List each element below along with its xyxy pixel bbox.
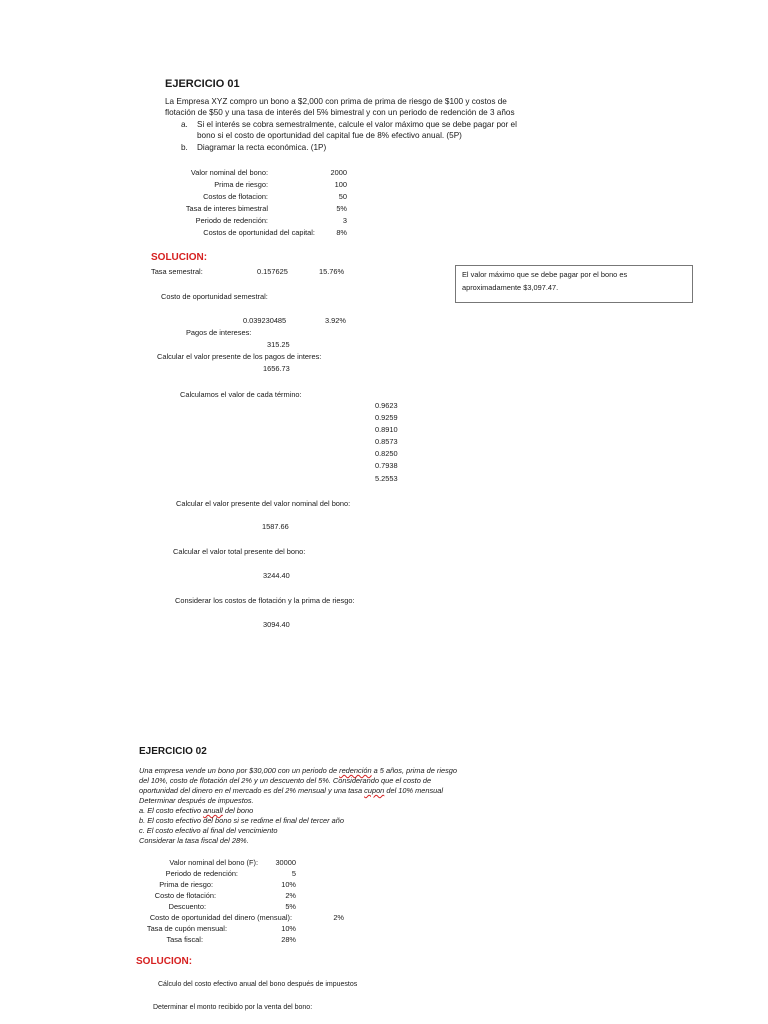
exercise-2-line-8: Considerar la tasa fiscal del 28%. <box>139 836 249 845</box>
data-value: 30000 <box>275 858 296 867</box>
data-value: 28% <box>281 935 296 944</box>
answer-line-1: El valor máximo que se debe pagar por el bono es <box>462 270 628 279</box>
text-segment: del bono <box>222 806 254 815</box>
data-label: Tasa de cupón mensual: <box>146 924 227 933</box>
exercise-1-statement-line-1: La Empresa XYZ compro un bono a $2,000 con prima de prima de riesgo de $100 y costos de <box>165 97 507 106</box>
data-label: Valor nominal del bono (F): <box>169 858 258 867</box>
vp-pagos-value: 1656.73 <box>263 364 290 373</box>
data-label: Prima de riesgo: <box>214 180 268 189</box>
termino-value: 5.2553 <box>375 474 398 483</box>
exercise-2-line-4: Determinar después de impuestos. <box>139 796 254 805</box>
pagos-value: 315.25 <box>267 340 290 349</box>
exercise-2-line-7: c. El costo efectivo al final del vencimiento <box>139 826 278 835</box>
data-value: 100 <box>334 180 347 189</box>
item-a-line-1: Si el interés se cobra semestralmente, calcule el valor máximo que se debe pagar por el <box>197 120 517 129</box>
exercise-2-line-2: del 10%, costo de flotación del 2% y un descuento del 5%. Considerando que el costo de <box>139 776 432 785</box>
text-segment: Una empresa vende un bono por $30,000 con un periodo de <box>139 766 340 775</box>
data-label: Periodo de redención: <box>195 216 268 225</box>
data-value: 2% <box>285 891 296 900</box>
termino-value: 0.8910 <box>375 425 398 434</box>
costo-oportunidad-percent: 3.92% <box>325 316 346 325</box>
data-label: Tasa de interes bimestral <box>185 204 268 213</box>
data-value: 5 <box>291 869 296 878</box>
termino-value: 0.9623 <box>375 401 398 410</box>
tasa-semestral-label: Tasa semestral: <box>151 267 203 276</box>
data-label: Tasa fiscal: <box>166 935 203 944</box>
termino-value: 0.8573 <box>375 437 398 446</box>
step-1-text: Cálculo del costo efectivo anual del bono después de impuestos <box>158 981 358 988</box>
data-value: 3 <box>342 216 347 225</box>
tasa-semestral-value: 0.157625 <box>257 267 288 276</box>
answer-box <box>455 265 693 303</box>
tasa-semestral-percent: 15.76% <box>319 267 345 276</box>
vp-nominal-value: 1587.66 <box>262 522 289 531</box>
text-segment: a. El costo efectivo <box>139 806 204 815</box>
vp-pagos-label: Calcular el valor presente de los pagos de interes: <box>157 352 322 361</box>
exercise-1-title: EJERCICIO 01 <box>165 78 240 90</box>
costo-oportunidad-label: Costo de oportunidad semestral: <box>161 292 268 301</box>
data-label: Costos de flotacion: <box>203 192 268 201</box>
exercise-1-statement-line-2: flotación de $50 y una tasa de interés del 5% bimestral y con un periodo de redención de 3 años <box>165 108 515 117</box>
item-b-text: Diagramar la recta económica. (1P) <box>197 143 327 152</box>
data-label: Costo de flotación: <box>154 891 216 900</box>
exercise-2-line-5 <box>139 806 253 816</box>
pagos-label: Pagos de intereses: <box>186 328 252 337</box>
text-segment: oportunidad del dinero en el mercado es del 2% mensual y una tasa <box>139 786 365 795</box>
data-value: 50 <box>338 192 347 201</box>
data-label: Valor nominal del bono: <box>190 168 268 177</box>
exercise-2-line-3 <box>139 786 443 796</box>
solution-2-title: SOLUCION: <box>136 956 193 967</box>
data-value: 10% <box>281 880 296 889</box>
text-segment: a 5 años, prima de riesgo <box>371 766 458 775</box>
data-value: 2000 <box>330 168 347 177</box>
data-value: 5% <box>285 902 296 911</box>
flotacion-label: Considerar los costos de flotación y la prima de riesgo: <box>175 596 355 605</box>
vp-nominal-label: Calcular el valor presente del valor nominal del bono: <box>176 499 351 508</box>
data-label: Prima de riesgo: <box>159 880 213 889</box>
costo-oportunidad-value: 0.039230485 <box>243 316 287 325</box>
data-label: Descuento: <box>168 902 206 911</box>
exercise-2-title: EJERCICIO 02 <box>139 746 207 757</box>
exercise-2-line-6: b. El costo efectivo del bono si se redime el final del tercer año <box>139 816 344 825</box>
termino-value: 0.9259 <box>375 413 398 422</box>
vp-total-value: 3244.40 <box>263 571 290 580</box>
data-value: 8% <box>336 228 347 237</box>
spellcheck-word: cupon <box>364 786 385 795</box>
data-value: 2% <box>333 913 344 922</box>
vp-total-label: Calcular el valor total presente del bono: <box>173 547 306 556</box>
spellcheck-word: redención <box>339 766 372 775</box>
flotacion-value: 3094.40 <box>263 620 290 629</box>
data-label: Costo de oportunidad del dinero (mensual): <box>149 913 292 922</box>
exercise-2-line-1 <box>139 766 457 776</box>
data-value: 10% <box>281 924 296 933</box>
item-a-line-2: bono si el costo de oportunidad del capital fue de 8% efectivo anual. (5P) <box>197 131 462 140</box>
data-label: Costos de oportunidad del capital: <box>203 228 315 237</box>
item-b-marker: b. <box>181 143 188 152</box>
data-value: 5% <box>336 204 347 213</box>
item-a-marker: a. <box>181 120 188 129</box>
termino-value: 0.7938 <box>375 461 398 470</box>
answer-line-2: aproximadamente $3,097.47. <box>462 283 559 292</box>
spellcheck-word: anuall <box>203 806 223 815</box>
text-segment: del 10% mensual <box>384 786 444 795</box>
terminos-label: Calculamos el valor de cada término: <box>180 390 302 399</box>
solution-1-title: SOLUCION: <box>151 252 208 263</box>
step-2-text: Determinar el monto recibido por la venta del bono: <box>153 1004 313 1011</box>
termino-value: 0.8250 <box>375 449 398 458</box>
data-label: Periodo de redención: <box>165 869 238 878</box>
